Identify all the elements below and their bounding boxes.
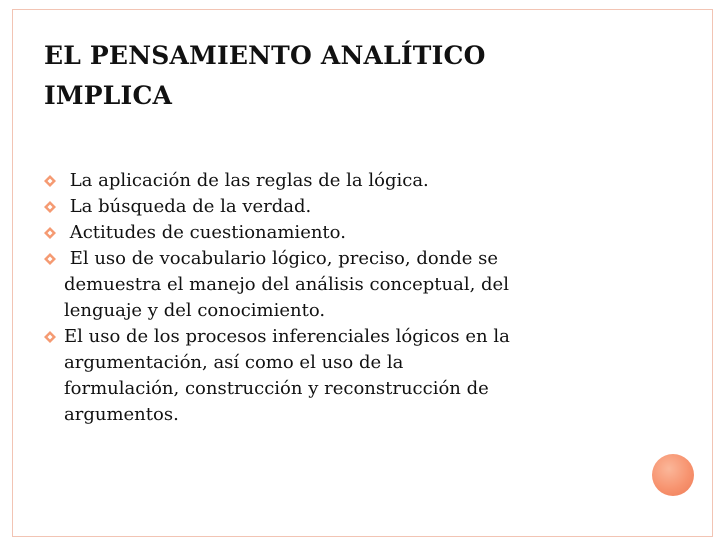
bullet-item-2-line-1: La búsqueda de la verdad. [64, 196, 312, 217]
bullet-item-5 [44, 324, 644, 428]
bullet-item-5-line-3: formulación, construcción y reconstrucción de [64, 378, 489, 399]
bullet-item-4-line-1: El uso de vocabulario lógico, preciso, donde se [64, 248, 499, 269]
bullet-item-5-line-1: El uso de los procesos inferenciales lógicos en la [64, 326, 510, 347]
hollow-diamond-bullet-icon [44, 331, 56, 343]
bullet-item-3-line-1: Actitudes de cuestionamiento. [64, 222, 346, 243]
bullet-item-5-line-4: argumentos. [64, 404, 179, 425]
slide-title [44, 36, 604, 116]
bullet-item-1 [44, 168, 644, 194]
slide-title-line-2: IMPLICA [44, 81, 173, 110]
bullet-item-3 [44, 220, 644, 246]
bullet-item-4-line-2: demuestra el manejo del análisis conceptual, del [64, 274, 509, 295]
slide-title-line-1: EL PENSAMIENTO ANALÍTICO [44, 41, 486, 70]
bullet-item-5-line-2: argumentación, así como el uso de la [64, 352, 404, 373]
bullet-item-4 [44, 246, 644, 324]
decorative-orange-circle [652, 454, 694, 496]
hollow-diamond-bullet-icon [44, 227, 56, 239]
bullet-item-4-line-3: lenguaje y del conocimiento. [64, 300, 326, 321]
hollow-diamond-bullet-icon [44, 253, 56, 265]
hollow-diamond-bullet-icon [44, 201, 56, 213]
bullet-item-1-line-1: La aplicación de las reglas de la lógica. [64, 170, 429, 191]
bullet-list [44, 168, 644, 428]
hollow-diamond-bullet-icon [44, 175, 56, 187]
bullet-item-2 [44, 194, 644, 220]
